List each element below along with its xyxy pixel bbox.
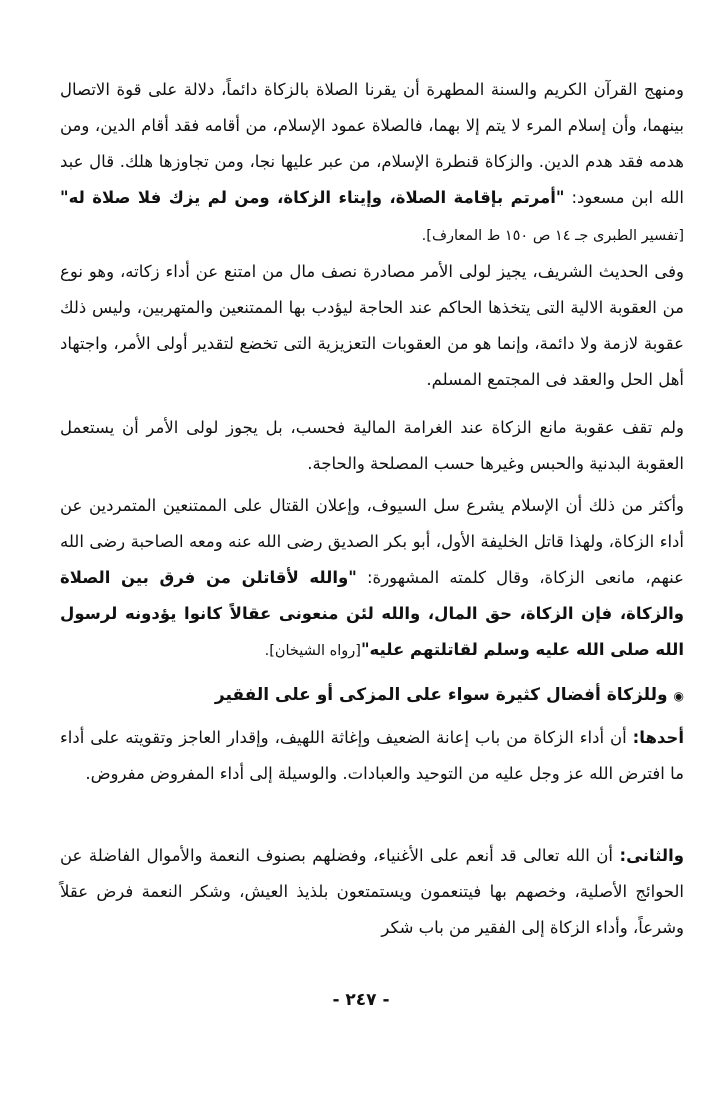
paragraph-text: وأكثر من ذلك أن الإسلام يشرع سل السيوف، وإعلان القتال على الممتنعين المتمردين عن أداء الزكاة، ولهذا قاتل الخليفة الأول، أبو بكر الصديق رضى الله عنه ومعه الصاحبة رضى الله عنهم، مانعى الزكاة، وقال كلمته المشهورة: — [60, 496, 684, 587]
heading-text: وللزكاة أفضال كثيرة سواء على المزكى أو على الفقير — [214, 685, 668, 705]
ibn-masud-quote: "أمرتم بإقامة الصلاة، وإيتاء الزكاة، ومن لم يزك فلا صلاة له" — [60, 188, 565, 207]
paragraph-punishment: ولم تقف عقوبة مانع الزكاة عند الغرامة المالية فحسب، بل يجوز لولى الأمر أن يستعمل العقوبة البدنية والحبس وغيرها حسب المصلحة والحاجة. — [60, 418, 684, 473]
citation-shaykhan: [رواه الشيخان]. — [264, 643, 361, 659]
paragraph-text: ومنهج القرآن الكريم والسنة المطهرة أن يقرنا الصلاة بالزكاة دائماً، دلالة على قوة الاتصال بينهما، وأن إسلام المرء لا يتم إلا بهما، فالصلاة عمود الإسلام، من أقامه فقد أقام الدين، ومن هدمه فقد هدم الدين. والزكاة قنطرة الإسلام، من عبر عليها نجا، ومن تجاوزها هلك. قال عبد الله ابن مسعود: — [60, 80, 685, 207]
bullet-icon: ◉ — [673, 689, 684, 703]
paragraph-text: أن الله تعالى قد أنعم على الأغنياء، وفضلهم بصنوف النعمة والأموال الفاضلة عن الحوائج الأصلية، وخصهم بها فيتنعمون ويستمتعون بلذيذ العيش، وشكر النعمة فرض عقلاً وشرعاً، وأداء الزكاة إلى الفقير من باب شكر — [60, 846, 684, 937]
paragraph-text: أن أداء الزكاة من باب إعانة الضعيف وإغاثة اللهيف، وإقدار العاجز وتقويته على أداء ما افترض الله عز وجل عليه من التوحيد والعبادات. والوسيلة إلى أداء المفروض مفروض. — [60, 728, 684, 783]
section-heading — [44, 680, 684, 711]
page-number: - ٢٤٧ - — [332, 990, 390, 1010]
abu-bakr-quote: "والله لأقاتلن من فرق بين الصلاة والزكاة، فإن الزكاة، حق المال، والله لئن منعونى عقالاً كانوا يؤدونه لرسول الله صلى الله عليه وسلم لقاتلتهم عليه" — [60, 568, 684, 659]
paragraph-fighting — [60, 488, 684, 669]
second-benefit-label: والثانى: — [619, 846, 684, 865]
paragraph-second-benefit — [60, 838, 684, 946]
citation-tabari: [تفسير الطبرى جـ ١٤ ص ١٥٠ ط المعارف]. — [421, 228, 684, 244]
paragraph-hadith-confiscation: وفى الحديث الشريف، يجيز لولى الأمر مصادرة نصف مال من امتنع عن أداء زكاته، وهو نوع من العقوبة الالية التى يتخذها الحاكم عند الحاجة ليؤدب بها الممتنعين والمتهربين، وليس ذلك عقوبة لازمة ولا دائمة، وإنما هو من العقوبات التعزيزية التى تخضع لتقدير أولى الأمر، واجتهاد أهل الحل والعقد فى المجتمع المسلم. — [60, 262, 684, 389]
paragraph-prayer-zakat — [60, 72, 684, 254]
paragraph-first-benefit — [60, 720, 684, 792]
first-benefit-label: أحدها: — [632, 728, 684, 747]
